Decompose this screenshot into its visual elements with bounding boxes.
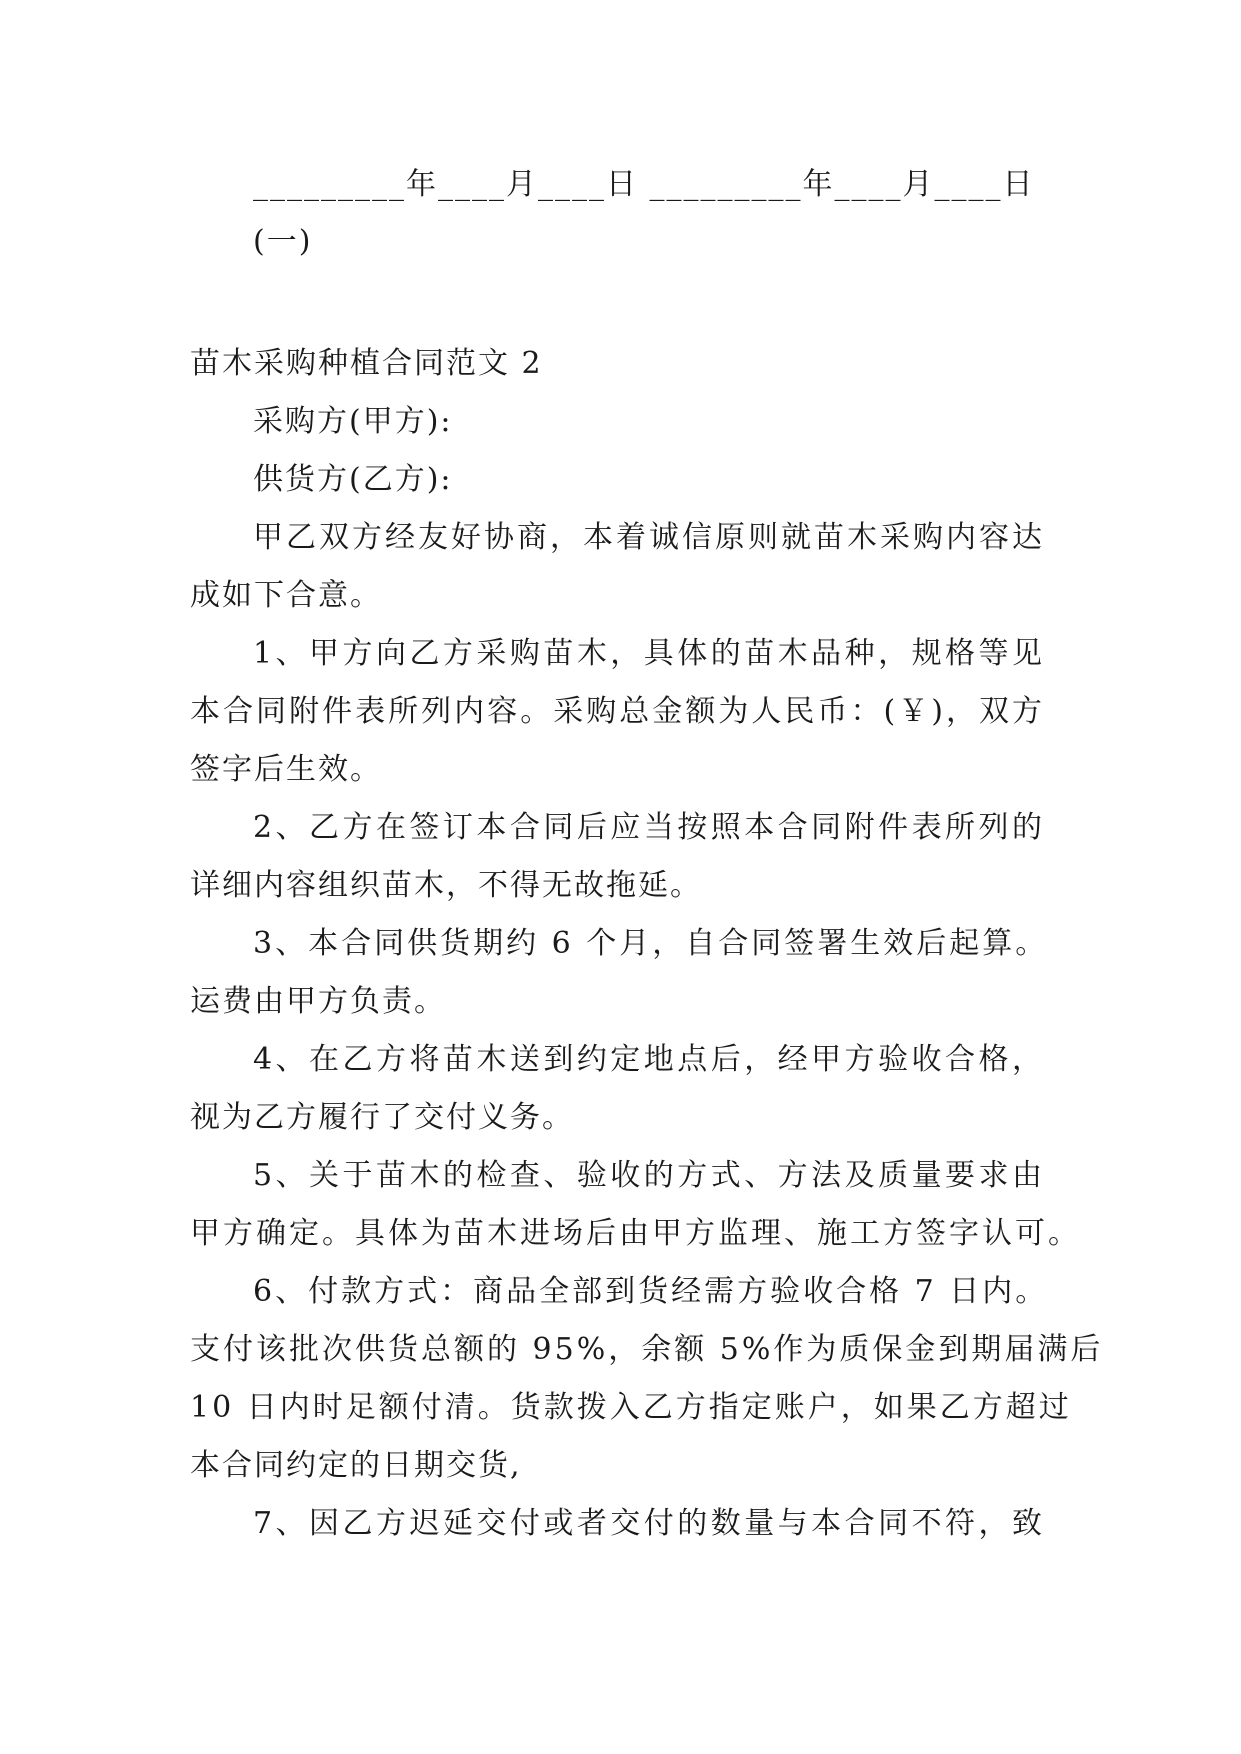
paragraph-line: 2、乙方在签订本合同后应当按照本合同附件表所列的 [253,810,1045,845]
paragraph-line: 甲乙双方经友好协商，本着诚信原则就苗木采购内容达 [253,520,1045,555]
paragraph-line: 视为乙方履行了交付义务。 [190,1100,574,1135]
paragraph-line: 1、甲方向乙方采购苗木，具体的苗木品种，规格等见 [253,636,1045,671]
paragraph-line: 支付该批次供货总额的 95%，余额 5%作为质保金到期届满后 [190,1332,1104,1367]
paragraph-line: 4、在乙方将苗木送到约定地点后，经甲方验收合格， [253,1042,1045,1077]
paragraph-line: 10 日内时足额付清。货款拨入乙方指定账户，如果乙方超过 [190,1390,1072,1425]
paragraph-line: 本合同约定的日期交货, [190,1448,522,1483]
paragraph-line: 成如下合意。 [190,578,382,613]
paragraph-line: 甲方确定。具体为苗木进场后由甲方监理、施工方签字认可。 [190,1216,1081,1251]
paragraph-line: 3、本合同供货期约 6 个月，自合同签署生效后起算。 [253,926,1049,961]
paragraph-line: 7、因乙方迟延交付或者交付的数量与本合同不符，致 [253,1506,1045,1541]
section-marker: (一) [253,224,313,259]
document-title: 苗木采购种植合同范文 2 [190,346,543,381]
supplier-label: 供货方(乙方): [253,462,453,497]
paragraph-line: 6、付款方式：商品全部到货经需方验收合格 7 日内。 [253,1274,1049,1309]
paragraph-line: 5、关于苗木的检查、验收的方式、方法及质量要求由 [253,1158,1045,1193]
paragraph-line: 本合同附件表所列内容。采购总金额为人民币：(￥)，双方 [190,694,1045,729]
paragraph-line: 签字后生效。 [190,752,382,787]
paragraph-line: 详细内容组织苗木，不得无故拖延。 [190,868,702,903]
buyer-label: 采购方(甲方): [253,404,453,439]
paragraph-line: 运费由甲方负责。 [190,984,446,1019]
date-line: _________年____月____日 _________年____月____日 [253,167,1035,202]
